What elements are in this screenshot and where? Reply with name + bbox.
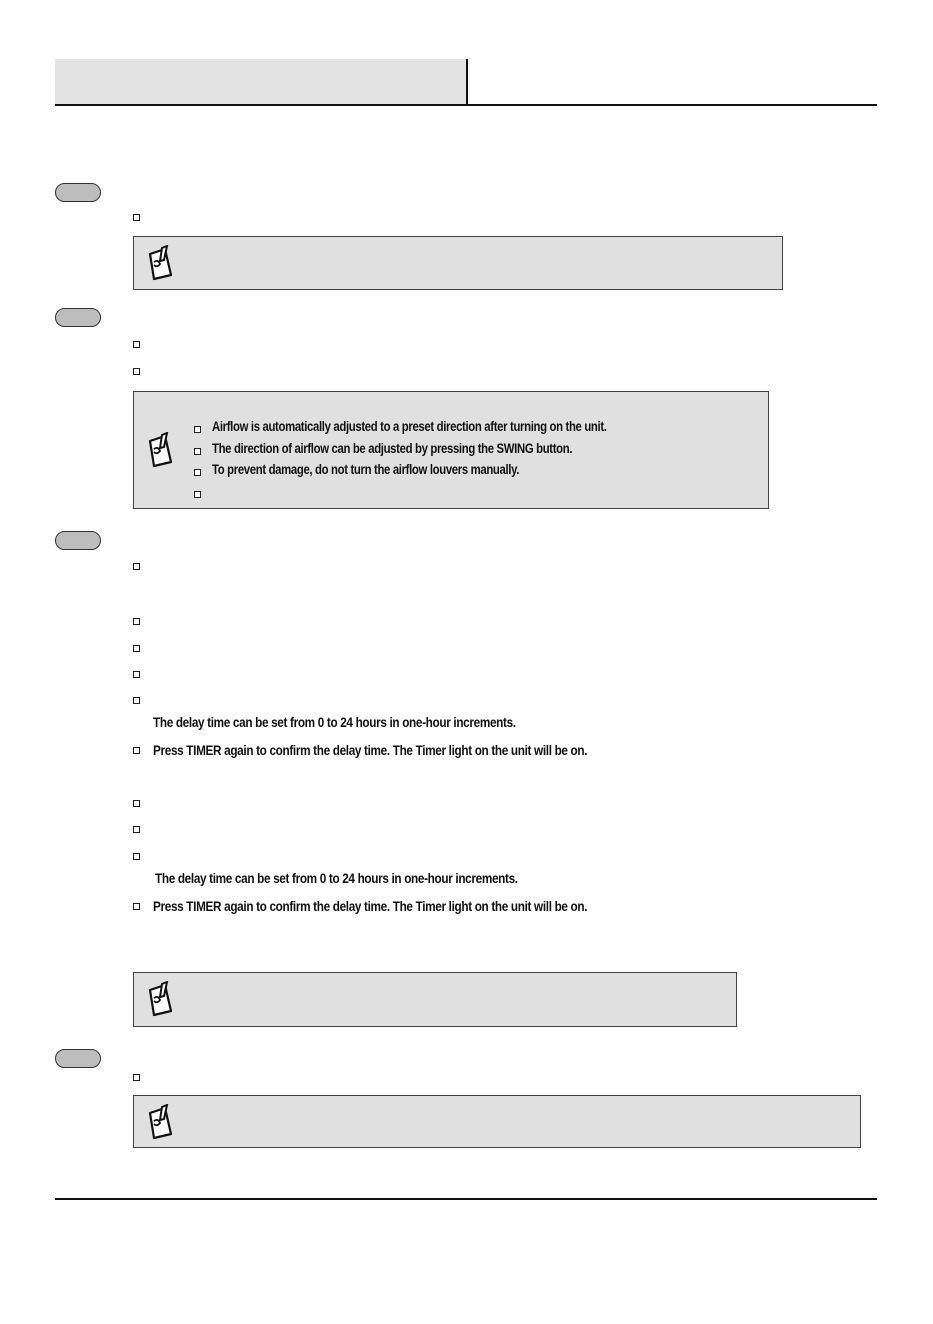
square-bullet-icon — [133, 563, 140, 570]
square-bullet-icon — [133, 618, 140, 625]
square-bullet-icon — [133, 368, 140, 375]
airflow-note-item: Airflow is automatically adjusted to a preset direction after turning on the unit. — [212, 419, 607, 434]
delay-range-text: The delay time can be set from 0 to 24 hours in one-hour increments. — [155, 870, 518, 886]
header-divider — [466, 59, 468, 106]
note-box — [133, 236, 783, 290]
square-bullet-icon — [133, 671, 140, 678]
square-bullet-icon — [194, 426, 201, 433]
header-title-box — [55, 59, 466, 105]
note-pencil-icon — [145, 1104, 175, 1140]
square-bullet-icon — [133, 903, 140, 910]
note-pencil-icon — [145, 432, 175, 468]
note-box — [133, 1095, 861, 1148]
confirm-text: Press TIMER again to confirm the delay time. The Timer light on the unit will be on. — [153, 898, 588, 914]
square-bullet-icon — [133, 853, 140, 860]
square-bullet-icon — [194, 469, 201, 476]
square-bullet-icon — [133, 697, 140, 704]
square-bullet-icon — [133, 645, 140, 652]
header-rule — [55, 104, 877, 106]
confirm-text: Press TIMER again to confirm the delay time. The Timer light on the unit will be on. — [153, 742, 588, 758]
square-bullet-icon — [133, 341, 140, 348]
square-bullet-icon — [133, 826, 140, 833]
square-bullet-icon — [133, 214, 140, 221]
airflow-note-item: To prevent damage, do not turn the airflow louvers manually. — [212, 462, 520, 477]
note-pencil-icon — [145, 981, 175, 1017]
section-badge — [55, 531, 101, 550]
section-badge — [55, 308, 101, 327]
section-badge — [55, 1049, 101, 1068]
square-bullet-icon — [133, 800, 140, 807]
airflow-note-box — [133, 391, 769, 509]
square-bullet-icon — [194, 491, 201, 498]
note-box — [133, 972, 737, 1027]
delay-range-text: The delay time can be set from 0 to 24 hours in one-hour increments. — [153, 714, 516, 730]
airflow-note-item: The direction of airflow can be adjusted by pressing the SWING button. — [212, 441, 573, 456]
square-bullet-icon — [194, 448, 201, 455]
note-pencil-icon — [145, 245, 175, 281]
footer-rule — [55, 1198, 877, 1200]
section-badge — [55, 183, 101, 202]
square-bullet-icon — [133, 1074, 140, 1081]
square-bullet-icon — [133, 747, 140, 754]
